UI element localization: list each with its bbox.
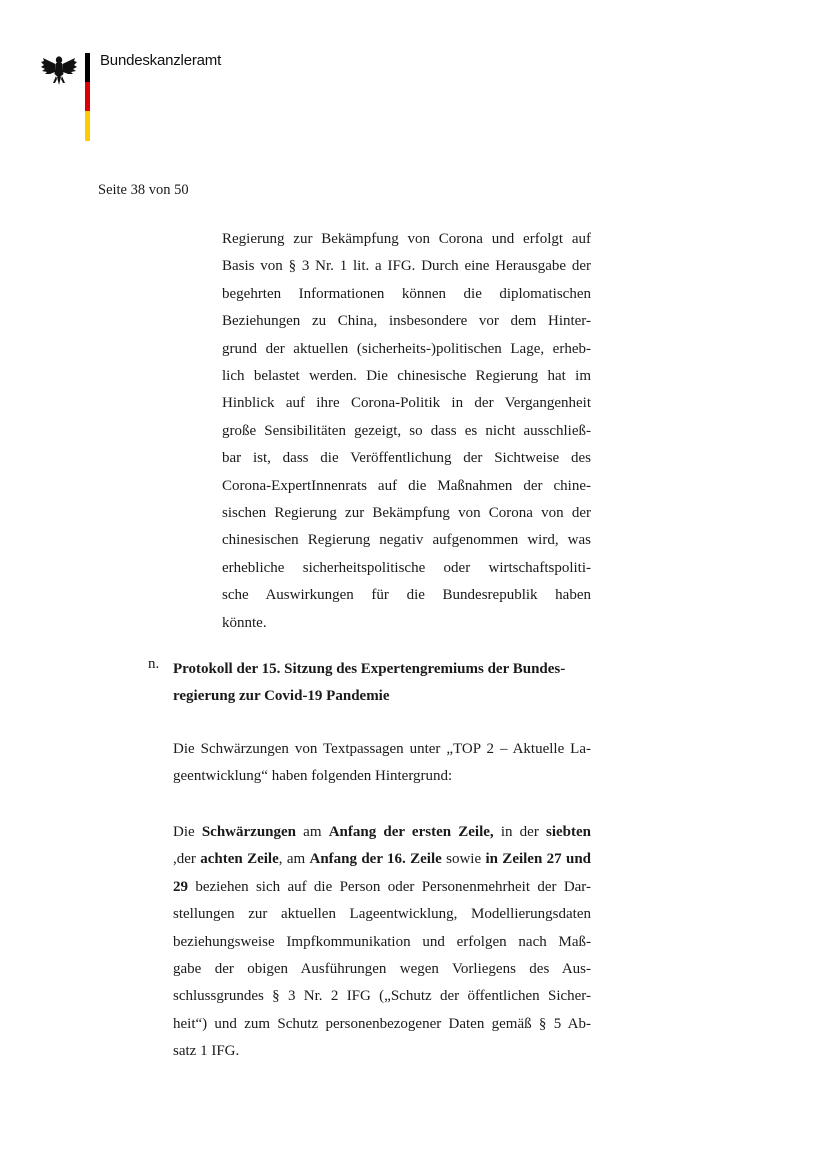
text-line: gabe der obigen Ausführungen wegen Vorliegens des Aus- — [173, 961, 591, 978]
text-line: könnte. — [222, 614, 267, 631]
text-line: bar ist, dass die Veröffentlichung der Sichtweise des — [222, 450, 591, 467]
heading-line: regierung zur Covid-19 Pandemie — [173, 688, 390, 705]
text-line: satz 1 IFG. — [173, 1043, 240, 1060]
text-line: geentwicklung“ haben folgenden Hintergrund: — [173, 768, 453, 785]
text-line: große Sensibilitäten gezeigt, so dass es nicht ausschließ- — [222, 422, 591, 439]
section-letter: n. — [148, 656, 160, 672]
text-line: sischen Regierung zur Bekämpfung von Corona von der — [222, 505, 591, 522]
page-number: Seite 38 von 50 — [98, 182, 189, 198]
text-line: erhebliche sicherheitspolitische oder wirtschaftspoliti- — [222, 559, 591, 576]
text-line: Corona-ExpertInnenrats auf die Maßnahmen der chine- — [222, 477, 591, 494]
agency-name: Bundeskanzleramt — [100, 52, 222, 69]
text-line: heit“) und zum Schutz personenbezogener Daten gemäß § 5 Ab- — [173, 1015, 591, 1032]
german-flag-bar — [85, 53, 90, 141]
text-line: Basis von § 3 Nr. 1 lit. a IFG. Durch eine Herausgabe der — [222, 258, 591, 275]
text-line: Die Schwärzungen am Anfang der ersten Zeile, in der siebten — [173, 824, 591, 840]
text-line: beziehungsweise Impfkommunikation und erfolgen nach Maß- — [173, 933, 591, 950]
redaction-paragraph — [173, 819, 591, 1066]
text-line: Beziehungen zu China, insbesondere vor dem Hinter- — [222, 313, 591, 330]
text-line: grund der aktuellen (sicherheits-)politischen Lage, erheb- — [222, 340, 591, 357]
flag-stripe-red — [85, 82, 90, 111]
text-line: Die Schwärzungen von Textpassagen unter „TOP 2 – Aktuelle La- — [173, 741, 591, 757]
text-line: schlussgrundes § 3 Nr. 2 IFG („Schutz der öffentlichen Sicher- — [173, 988, 591, 1005]
text-line: ,der achten Zeile, am Anfang der 16. Zeile sowie in Zeilen 27 und — [173, 851, 592, 868]
text-line: begehrten Informationen können die diplomatischen — [222, 285, 591, 302]
text-line: chinesischen Regierung negativ aufgenommen wird, was — [222, 532, 591, 549]
intro-paragraph — [173, 736, 591, 791]
flag-stripe-gold — [85, 111, 90, 141]
flag-stripe-black — [85, 53, 90, 82]
text-line: sche Auswirkungen für die Bundesrepublik haben — [222, 587, 591, 604]
heading-line: Protokoll der 15. Sitzung des Expertengremiums der Bundes- — [173, 661, 566, 677]
text-line: stellungen zur aktuellen Lageentwicklung, Modellierungsdaten — [173, 906, 591, 923]
text-line: 29 beziehen sich auf die Person oder Personenmehrheit der Dar- — [173, 878, 591, 895]
section-heading — [173, 656, 583, 711]
continued-paragraph — [222, 226, 591, 637]
federal-eagle-icon — [40, 52, 78, 88]
text-line: Regierung zur Bekämpfung von Corona und erfolgt auf — [222, 231, 591, 247]
text-line: lich belastet werden. Die chinesische Regierung hat im — [222, 368, 591, 385]
text-line: Hinblick auf ihre Corona-Politik in der Vergangenheit — [222, 395, 591, 412]
